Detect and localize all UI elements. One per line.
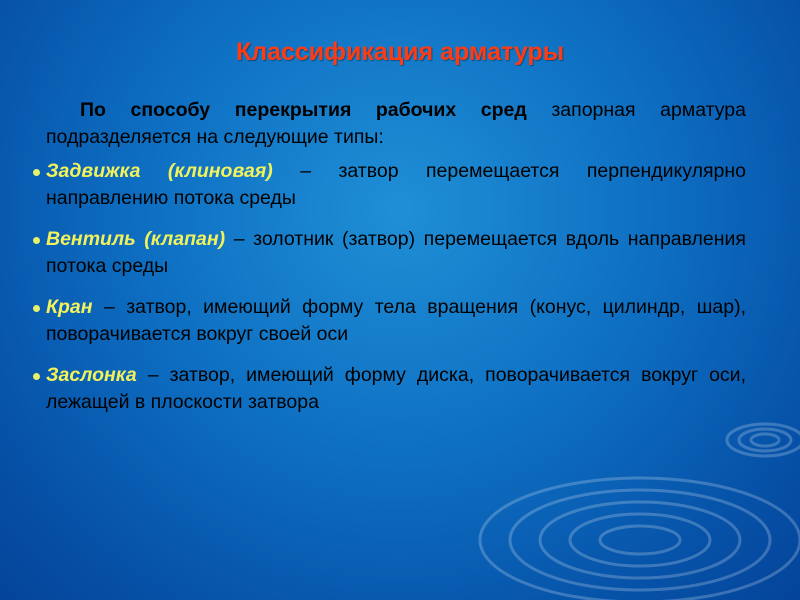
item-text: – затвор, имеющий форму диска, поворачивается вокруг оси, лежащей в плоскости затвора <box>46 364 746 413</box>
intro-paragraph <box>26 97 746 151</box>
bullet-icon <box>33 169 40 176</box>
item-text: – затвор, имеющий форму тела вращения (конус, цилиндр, шар), поворачивается вокруг своей оси <box>46 296 746 345</box>
item-text: – золотник (затвор) перемещается вдоль направления потока среды <box>46 228 746 277</box>
bullet-icon <box>33 237 40 244</box>
bullet-icon <box>33 373 40 380</box>
list-item <box>26 294 746 348</box>
item-term: Вентиль (клапан) <box>46 228 226 250</box>
page-title: Классификация арматуры <box>235 38 565 66</box>
list-item <box>26 362 746 416</box>
item-term: Задвижка (клиновая) <box>46 160 273 182</box>
list-item <box>26 226 746 280</box>
bullet-icon <box>33 305 40 312</box>
intro-bold: По способу перекрытия рабочих сред <box>80 99 527 121</box>
list-item <box>26 158 746 212</box>
content-body <box>26 97 746 416</box>
item-term: Заслонка <box>46 364 137 386</box>
intro-rest: запорная арматура подразделяется на следующие типы: <box>46 99 746 148</box>
item-text: – затвор перемещается перпендикулярно направлению потока среды <box>46 160 746 209</box>
item-term: Кран <box>46 296 93 318</box>
